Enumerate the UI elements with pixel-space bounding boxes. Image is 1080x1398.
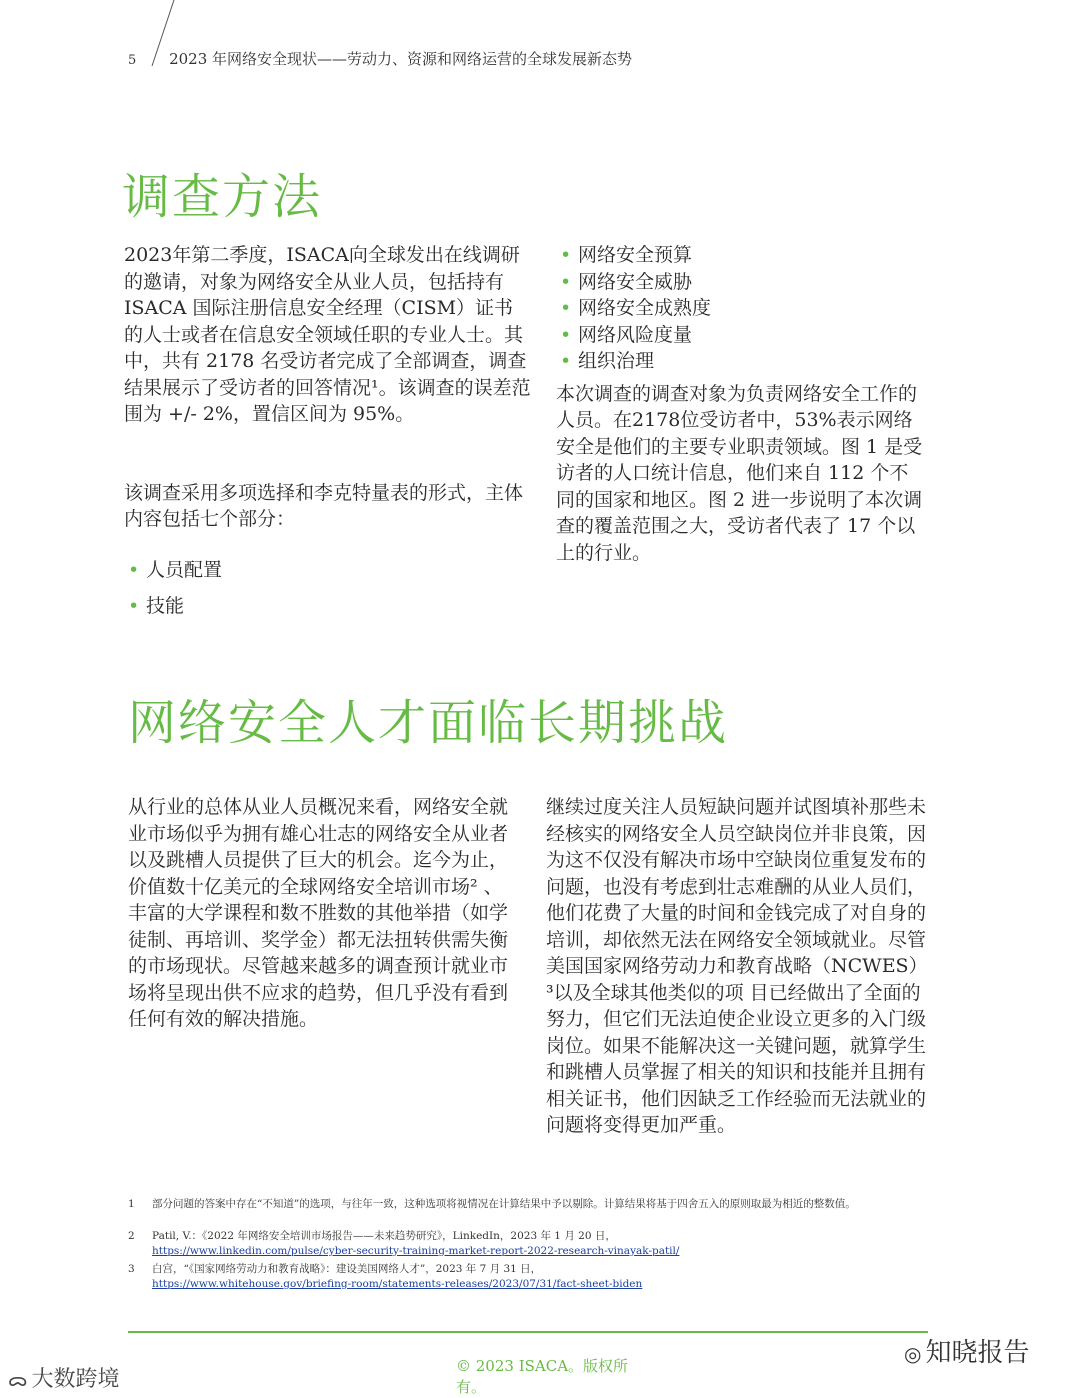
list-item: • 网络安全预算 <box>556 242 926 269</box>
copyright-notice: © 2023 ISACA。版权所有。 <box>456 1357 629 1396</box>
header-title: 2023 年网络安全现状——劳动力、资源和网络运营的全球发展新态势 <box>169 50 633 68</box>
list-item: • 组织治理 <box>556 348 926 375</box>
watermark-left: ᯅ 大数跨境 <box>8 1367 120 1392</box>
list-item: • 人员配置 <box>124 557 532 584</box>
section-heading-talent-challenge: 网络安全人才面临长期挑战 <box>128 695 729 751</box>
footnote-3-link[interactable]: https://www.whitehouse.gov/briefing-room/statements-releases/2023/07/31/fact-sheet-biden <box>152 1278 643 1290</box>
section1-right-column <box>556 242 926 566</box>
list-item: • 技能 <box>124 593 532 620</box>
running-header <box>128 48 632 69</box>
watermark-right: ◎ 知晓报告 <box>904 1338 1030 1368</box>
talent-market-paragraph: 从行业的总体从业人员概况来看，网络安全就业市场似乎为拥有雄心壮志的网络安全从业者以及跳槽人员提供了巨大的机会。迄今为止，价值数十亿美元的全球网络安全培训市场² 、丰富的大学课程和数不胜数的其他举措（如学徒制、再培训、奖学金）都无法扭转供需失衡的市场现状。尽管越来越多的调查预计就业市场将呈现出供不应求的趋势，但几乎没有看到任何有效的解决措施。 <box>128 796 509 1030</box>
shortage-paragraph: 继续过度关注人员短缺问题并试图填补那些未经核实的网络安全人员空缺岗位并非良策，因为这不仅没有解决市场中空缺岗位重复发布的问题，也没有考虑到壮志难酬的从业人员们，他们花费了大量的时间和金钱完成了对自身的培训，却依然无法在网络安全领域就业。尽管美国国家网络劳动力和教育战略（NCWES）³以及全球其他类似的项 目已经做出了全面的努力，但它们无法迫使企业设立更多的入门级岗位。如果不能解决这一关键问题，就算学生和跳槽人员掌握了相关的知识和技能并且拥有相关证书，他们因缺乏工作经验而无法就业的问题将变得更加严重。 <box>546 796 928 1136</box>
footer-rule <box>128 1331 928 1333</box>
list-item: • 网络安全成熟度 <box>556 295 926 322</box>
section2-left-column <box>128 794 520 1033</box>
list-item: • 网络安全威胁 <box>556 269 926 296</box>
survey-parts-list-right <box>556 242 926 375</box>
section1-left-column <box>124 242 532 620</box>
methodology-paragraph: 2023年第二季度，ISACA向全球发出在线调研的邀请，对象为网络安全从业人员，包括持有 ISACA 国际注册信息安全经理（CISM）证书的人士或者在信息安全领域任职的专业人士。其中，共有 2178 名受访者完成了全部调查，调查结果展示了受访者的回答情况¹。该调查的误差范围为 +/- 2%，置信区间为 95%。 <box>124 244 531 425</box>
wechat-icon: ◎ <box>904 1342 922 1366</box>
survey-parts-list-left <box>124 557 532 620</box>
respondents-paragraph: 本次调查的调查对象为负责网络安全工作的人员。在2178位受访者中，53%表示网络安全是他们的主要专业职责领域。图 1 是受访者的人口统计信息，他们来自 112 个不同的国家和地区。图 2 进一步说明了本次调查的覆盖范围之大，受访者代表了 17 个以上的行业。 <box>556 382 923 564</box>
survey-format-paragraph: 该调查采用多项选择和李克特量表的形式，主体内容包括七个部分： <box>124 481 524 530</box>
footnote-2-link[interactable]: https://www.linkedin.com/pulse/cyber-security-training-market-report-2022-research-vinayak-patil/ <box>152 1245 680 1257</box>
section2-right-column <box>546 794 930 1139</box>
watermark-logo-icon: ᯅ <box>8 1370 28 1391</box>
section-heading-methodology: 调查方法 <box>122 169 323 225</box>
list-item: • 网络风险度量 <box>556 322 926 349</box>
page-number: 5 <box>128 53 137 68</box>
